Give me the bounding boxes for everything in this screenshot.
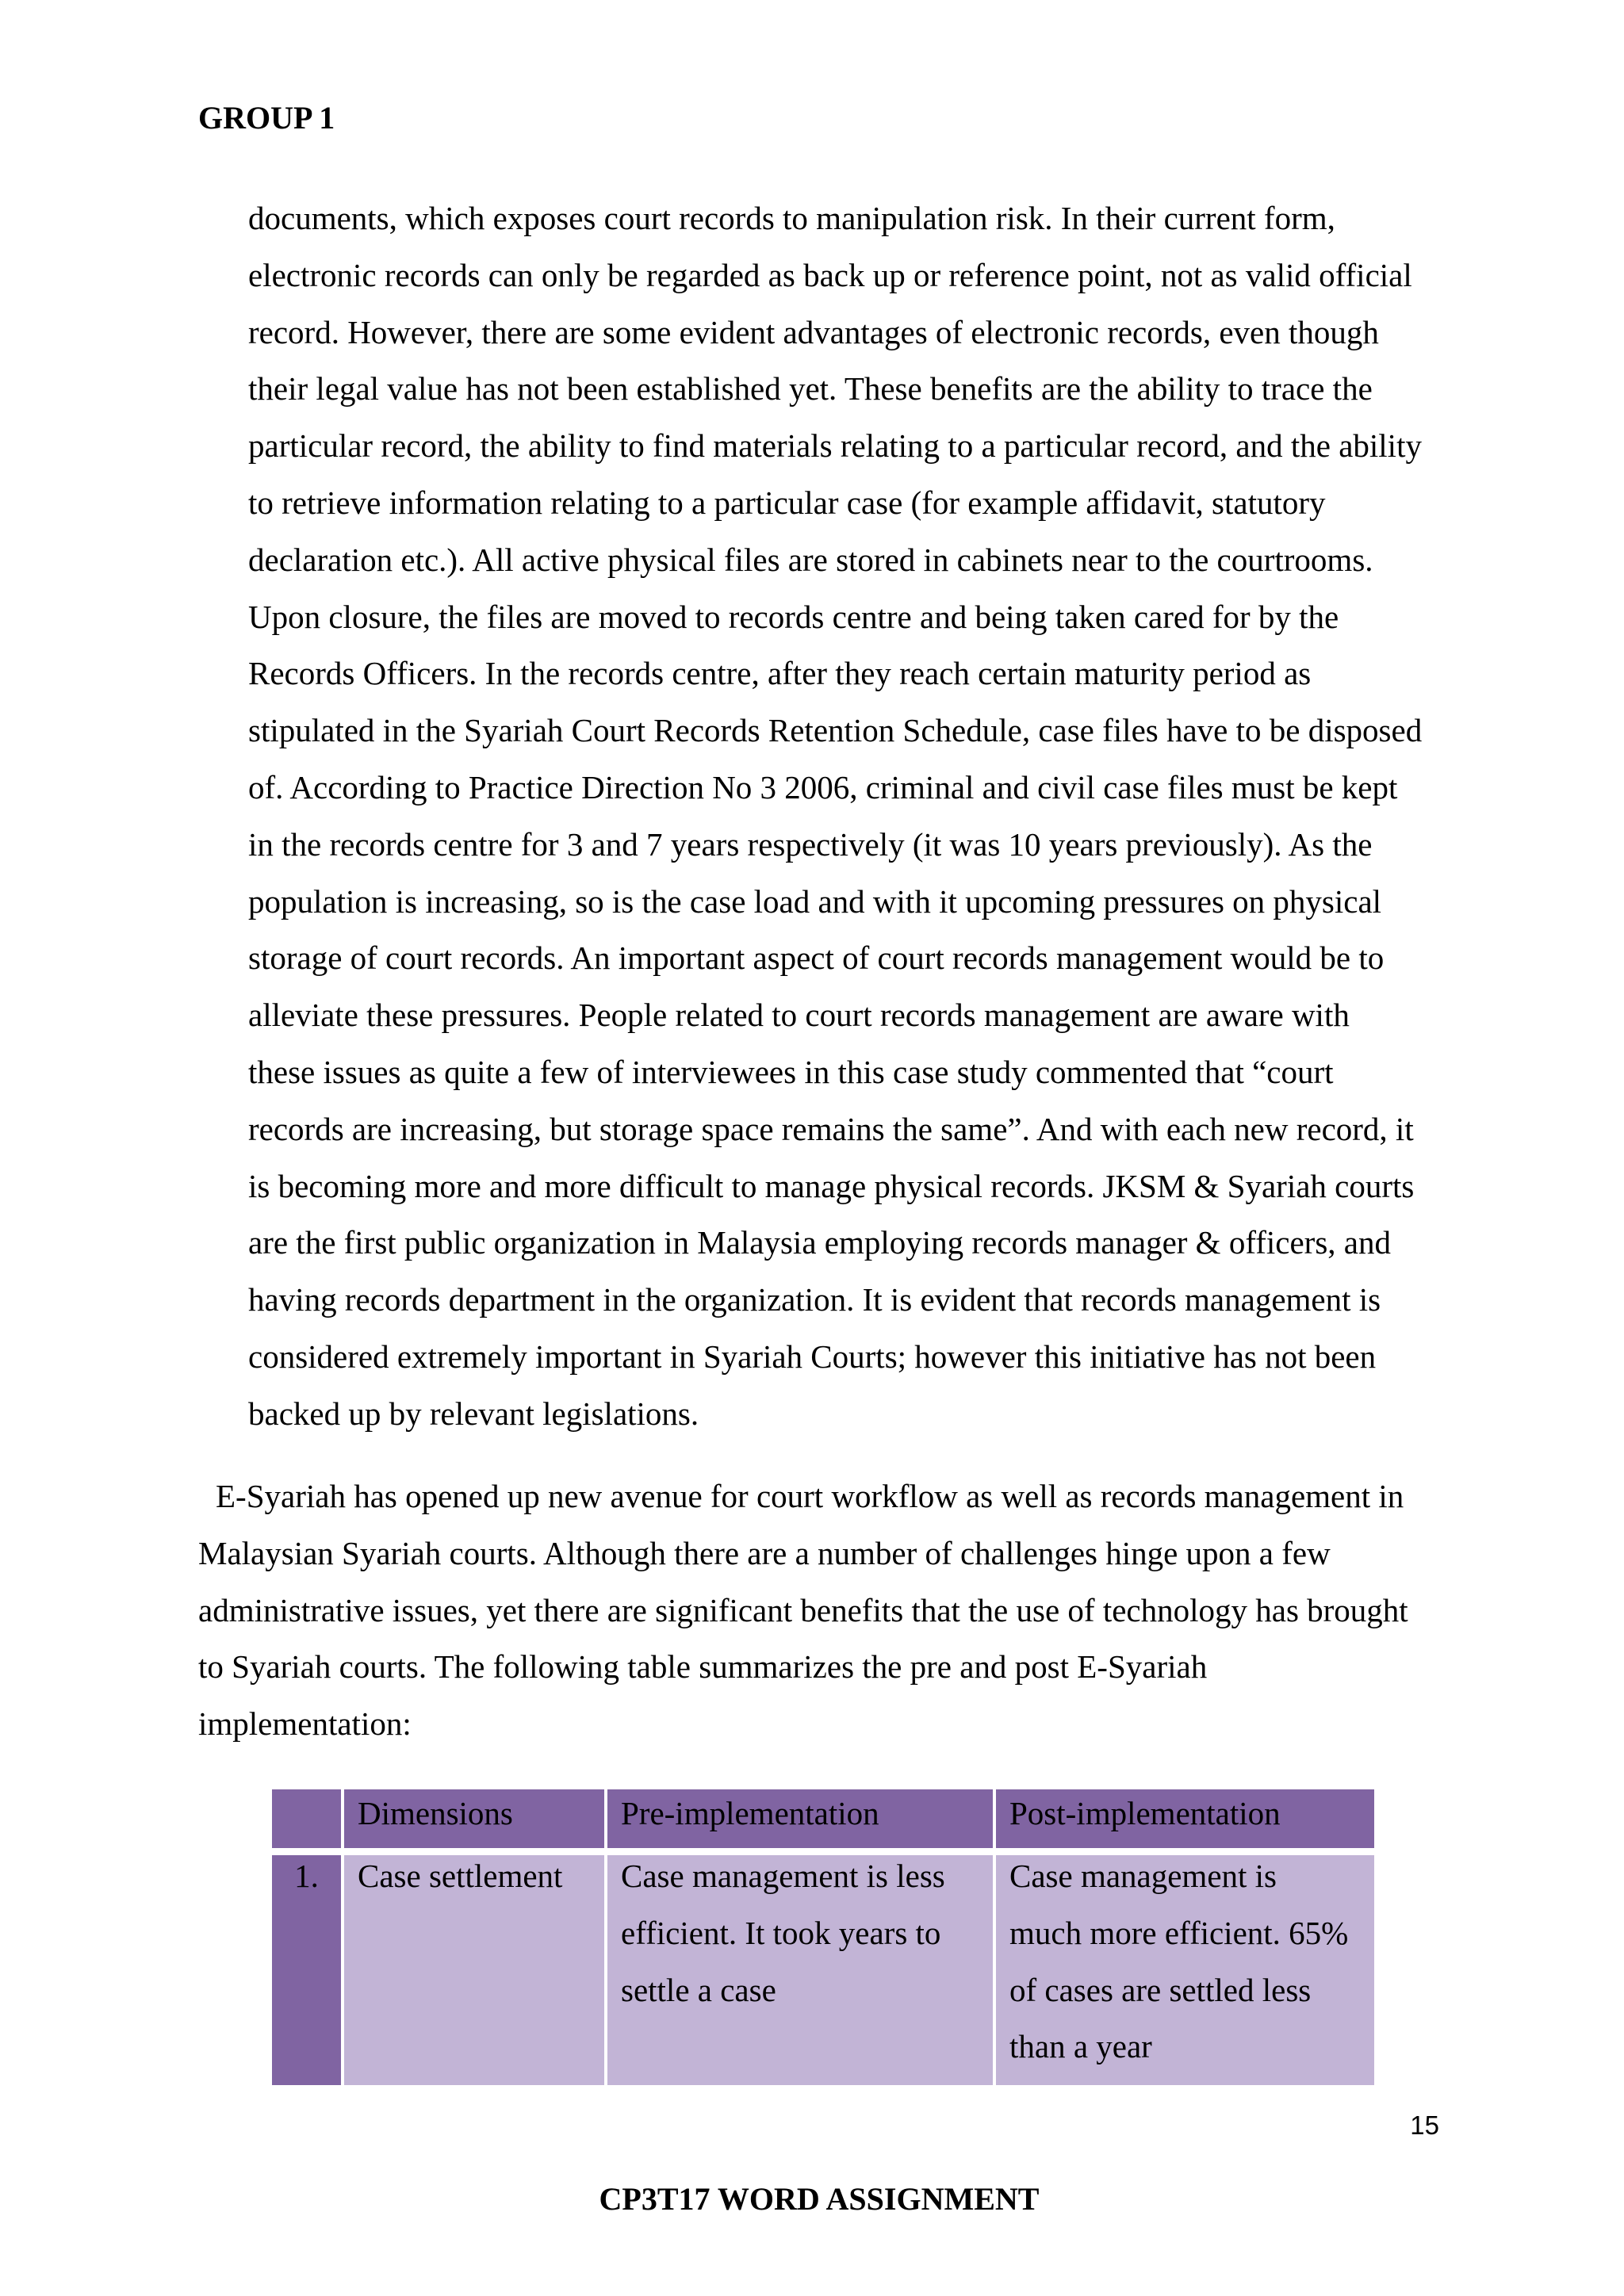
paragraph-line: these issues as quite a few of interviewees in this case study commented that “court [248,1053,1334,1090]
table-cell-pre-implementation [607,1855,993,2085]
cell-line: Case management is less [621,1858,945,1894]
table-header-post-implementation: Post-implementation [996,1789,1374,1848]
dimension-text: Case settlement [358,1858,563,1894]
paragraph-line: record. However, there are some evident advantages of electronic records, even though [248,313,1379,350]
paragraph-line: E-Syariah has opened up new avenue for court workflow as well as records management in [216,1478,1404,1514]
paragraph-line: storage of court records. An important aspect of court records management would be to [248,939,1385,977]
footer-title: CP3T17 WORD ASSIGNMENT [599,2181,1040,2217]
paragraph-line: declaration etc.). All active physical files are stored in cabinets near to the courtrooms. [248,541,1373,578]
paragraph-line: having records department in the organization. It is evident that records management is [248,1281,1381,1318]
table-header-dimensions: Dimensions [344,1789,604,1848]
paragraph-line: to retrieve information relating to a particular case (for example affidavit, statutory [248,484,1326,521]
dimension-text-block [358,1855,604,1905]
paragraph-line: are the first public organization in Malaysia employing records manager & officers, and [248,1224,1391,1261]
paragraph-line: their legal value has not been established yet. These benefits are the ability to trace the [248,370,1373,408]
paragraph-line: backed up by relevant legislations. [248,1395,699,1432]
paragraph-line: Upon closure, the files are moved to records centre and being taken cared for by the [248,598,1339,635]
paragraph-line: particular record, the ability to find materials relating to a particular record, and the ability [248,427,1422,465]
paragraph-line: documents, which exposes court records to manipulation risk. In their current form, [248,200,1335,236]
paragraph-e-syariah [198,1468,1507,1753]
paragraph-line: administrative issues, yet there are significant benefits that the use of technology has brought [198,1591,1408,1628]
cell-line: efficient. It took years to [621,1914,941,1951]
cell-line: Case management is [1009,1858,1277,1894]
paragraph-line: alleviate these pressures. People related to court records management are aware with [248,997,1350,1034]
cell-line: than a year [1009,2028,1152,2065]
cell-line: of cases are settled less [1009,1971,1312,2008]
paragraph-line: to Syariah courts. The following table summarizes the pre and post E-Syariah [198,1648,1208,1686]
implementation-summary-table [272,1789,1374,2085]
post-implementation-text-block [1009,1855,1374,2076]
paragraph-line: Records Officers. In the records centre, after they reach certain maturity period as [248,655,1312,692]
paragraph-line: implementation: [198,1705,412,1743]
page-number: 15 [1410,2110,1439,2140]
paragraph-line: in the records centre for 3 and 7 years respectively (it was 10 years previously). As the [248,825,1373,863]
row-number: 1. [294,1858,319,1894]
paragraph-line: records are increasing, but storage space remains the same”. And with each new record, it [248,1110,1414,1147]
table-cell-post-implementation [996,1855,1374,2085]
paragraph-line: considered extremely important in Syariah Courts; however this initiative has not been [248,1337,1377,1375]
table-cell-dimension [344,1855,604,2085]
paragraph-line: is becoming more and more difficult to manage physical records. JKSM & Syariah courts [248,1167,1415,1204]
paragraph-line: stipulated in the Syariah Court Records Retention Schedule, case files have to be disposed [248,712,1423,749]
paragraph-line: population is increasing, so is the case load and with it upcoming pressures on physical [248,882,1382,920]
cell-line: much more efficient. 65% [1009,1914,1349,1951]
table-row-number [272,1855,341,2085]
table-header-pre-implementation: Pre-implementation [607,1789,993,1848]
table-header-index-cell [272,1789,341,1848]
pre-implementation-text-block [621,1855,993,2019]
row-number-text-block [272,1855,341,1905]
cell-line: settle a case [621,1971,776,2008]
paragraph-line: electronic records can only be regarded as back up or reference point, not as valid official [248,256,1412,293]
group-heading: GROUP 1 [198,100,335,136]
paragraph-line: of. According to Practice Direction No 3 2006, criminal and civil case files must be kept [248,768,1398,806]
paragraph-line: Malaysian Syariah courts. Although there are a number of challenges hinge upon a few [198,1534,1331,1571]
paragraph-records-management [248,190,1517,1443]
